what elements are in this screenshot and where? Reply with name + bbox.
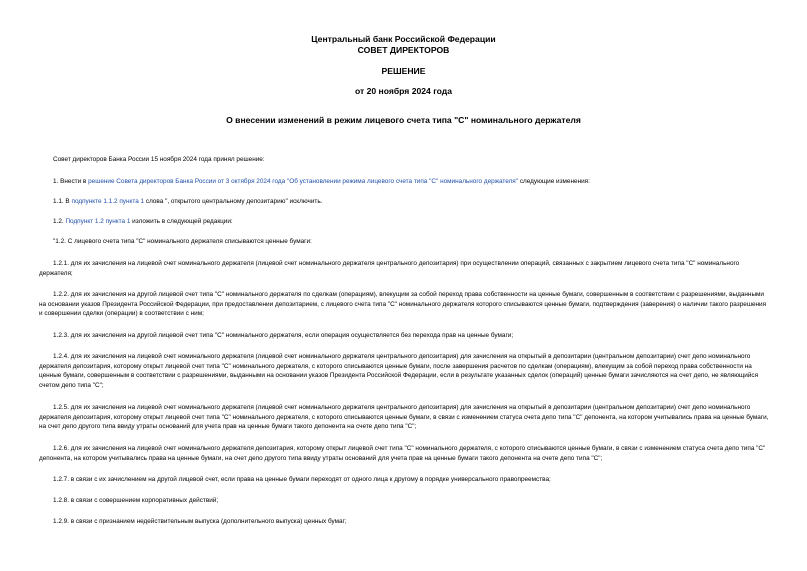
quote-1-2-9: 1.2.9. в связи с признанием недействительным выпуска (дополнительного выпуска) ценных бумаг;	[53, 518, 347, 525]
paragraph-1-1: 1.1. В подпункте 1.1.2 пункта 1 слова ", открытого центральному депозитарию" исключить.	[53, 198, 323, 205]
quote-1-2: "1.2. С лицевого счета типа "С" номинального держателя списываются ценные бумаги:	[53, 238, 312, 245]
paragraph-1-2: 1.2. Подпункт 1.2 пункта 1 изложить в следующей редакции:	[53, 218, 233, 225]
paragraph-1: 1. Внести в решение Совета директоров Банка России от 3 октября 2024 года "Об установлении режима лицевого счета типа "С" номинального держателя" следующие изменения:	[53, 178, 590, 185]
quote-1-2-1: 1.2.1. для их зачисления на лицевой счет номинального держателя (лицевой счет номинального держателя центрального депозитария) при осуществлении операций, связанных с закрытием лицевого счета типа "С" номинального держателя;	[39, 260, 740, 277]
subclause-1-1-2-link[interactable]: подпункте 1.1.2 пункта 1	[71, 198, 145, 205]
subclause-1-2-link[interactable]: Подпункт 1.2 пункта 1	[65, 218, 131, 225]
doc-date: от 20 ноября 2024 года	[354, 86, 453, 96]
quote-1-2-2: 1.2.2. для их зачисления на другой лицевой счет типа "С" номинального держателя по сделкам (операциям), влекущим за собой переход права собственности на ценные бумаги, совершенным в соответствии с разрешениями, выданными на основании указов Президента Российской Федерации, при предоставлении депозитарием, с лицевого счета типа "С" номинального держателя которого списываются ценные бумаги, подтверждения (заверения) о наличии такого разрешения и совершении сделки (операции) в соответствии с ним;	[39, 291, 767, 318]
doc-title: О внесении изменений в режим лицевого счета типа "С" номинального держателя	[226, 115, 581, 125]
org-name: Центральный банк Российской Федерации	[311, 34, 496, 44]
board-name: СОВЕТ ДИРЕКТОРОВ	[357, 45, 450, 55]
doc-type: РЕШЕНИЕ	[381, 66, 426, 76]
intro-paragraph: Совет директоров Банка России 15 ноября 2024 года принял решение:	[53, 156, 265, 163]
quote-1-2-4: 1.2.4. для их зачисления на лицевой счет номинального держателя (лицевой счет номинального держателя центрального депозитария) для зачисления на открытый в депозитарии (центральном депозитарии) счет депо номинального держателя депозитария, которому открыт лицевой счет типа "С" номинального держателя, с которого списываются ценные бумаги, после завершения расчетов по сделкам (операциям), влекущим за собой переход права собственности на ценные бумаги, совершенным в соответствии с разрешениями, выданными на основании указов Президента Российской Федерации, если в результате указанных сделок (операций) ценные бумаги зачисляются на счет депо, не являющийся счетом депо типа "С";	[39, 353, 759, 389]
quote-1-2-5: 1.2.5. для их зачисления на лицевой счет номинального держателя (лицевой счет номинального держателя центрального депозитария) для зачисления на открытый в депозитарии (центральном депозитарии) счет депо номинального держателя депозитария, которому открыт лицевой счет типа "С" номинального держателя, с которого списываются ценные бумаги, в связи с изменением статуса счета депо типа "С" депонента, на котором учитывались права на ценные бумаги, на счет депо другого типа ввиду утраты оснований для учета прав на ценные бумаги такого депонента на счете депо типа "С";	[39, 404, 769, 431]
quote-1-2-8: 1.2.8. в связи с совершением корпоративных действий;	[53, 497, 219, 504]
quote-1-2-6: 1.2.6. для их зачисления на лицевой счет номинального держателя депозитария, которому открыт лицевой счет типа "С" номинального держателя, с которого списываются ценные бумаги, в связи с изменением статуса счета депо типа "С" депонента, на котором учитывались права на ценные бумаги, на счет депо другого типа ввиду утраты оснований для учета прав на ценные бумаги такого депонента на счете депо типа "С";	[39, 445, 766, 462]
quote-1-2-7: 1.2.7. в связи с их зачислением на другой лицевой счет, если права на ценные бумаги переходят от одного лица к другому в порядке универсального правопреемства;	[53, 476, 551, 483]
quote-1-2-3: 1.2.3. для их зачисления на другой лицевой счет типа "С" номинального держателя, если операция осуществляется без перехода прав на ценные бумаги;	[53, 332, 514, 339]
decision-link[interactable]: решение Совета директоров Банка России от 3 октября 2024 года "Об установлении режима лицевого счета типа "С" номинального держателя"	[88, 178, 519, 185]
